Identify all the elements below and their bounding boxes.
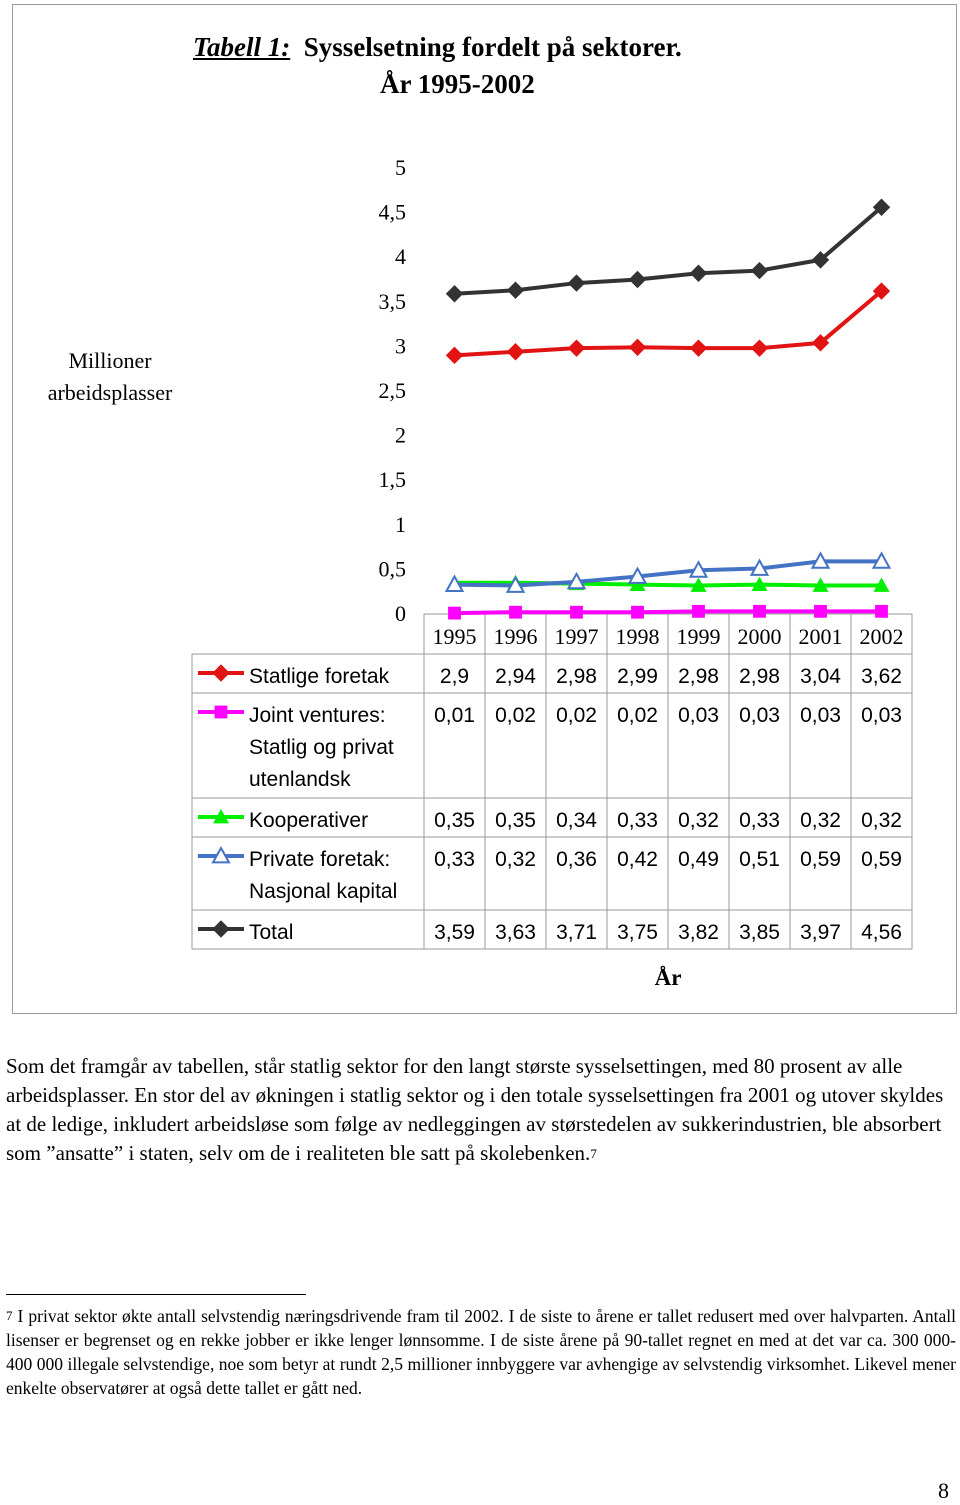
x-tick-label: 2002	[859, 624, 904, 649]
diamond-marker	[508, 344, 524, 360]
y-tick-label: 4,5	[378, 199, 406, 225]
table-value: 0,02	[617, 704, 658, 727]
diamond-marker	[508, 282, 524, 298]
table-value: 3,62	[861, 665, 902, 688]
diamond-marker	[630, 272, 646, 288]
y-tick-label: 3	[395, 333, 406, 359]
table-value: 0,51	[739, 848, 780, 871]
y-tick-label: 1	[395, 511, 406, 537]
legend-entry-label: Total	[249, 921, 294, 944]
table-value: 3,85	[739, 921, 780, 944]
table-value: 2,98	[556, 665, 597, 688]
x-tick-label: 2000	[737, 624, 782, 649]
x-axis-label: År	[654, 965, 682, 990]
table-value: 3,63	[495, 921, 536, 944]
square-marker	[753, 605, 766, 618]
table-value: 0,02	[495, 704, 536, 727]
square-marker	[875, 605, 888, 618]
y-tick-label: 2	[395, 422, 406, 448]
table-value: 0,59	[861, 848, 902, 871]
table-value: 0,33	[434, 848, 475, 871]
table-value: 0,02	[556, 704, 597, 727]
table-value: 0,01	[434, 704, 475, 727]
x-tick-label: 1998	[615, 624, 660, 649]
y-tick-label: 3,5	[378, 288, 406, 314]
x-tick-label: 1996	[493, 624, 538, 649]
table-value: 3,75	[617, 921, 658, 944]
table-value: 0,34	[556, 809, 597, 832]
legend-entry-label: Statlige foretak	[249, 665, 390, 688]
table-value: 0,03	[678, 704, 719, 727]
table-value: 0,03	[739, 704, 780, 727]
diamond-marker	[752, 340, 768, 356]
body-text: Som det framgår av tabellen, står statlig sektor for den langt største sysselsettingen, med 80 prosent av alle arbeidsplasser. En stor del av økningen i statlig sektor og i den totale sysselsettingen fra 2001 og utover skyldes at de ledige, inkludert arbeidsløse som følge av nedleggingen av størstedelen av sukkerindustrien, ble absorbert som ”ansatte” i staten, selv om de i realiteten ble satt på skolebenken.	[6, 1054, 944, 1165]
table-value: 2,98	[678, 665, 719, 688]
page-number: 8	[938, 1478, 949, 1503]
table-value: 0,59	[800, 848, 841, 871]
x-tick-label: 1995	[432, 624, 477, 649]
table-value: 2,94	[495, 665, 536, 688]
diamond-marker	[569, 340, 585, 356]
table-value: 0,49	[678, 848, 719, 871]
legend-entry-label: Private foretak:	[249, 848, 391, 871]
table-value: 3,04	[800, 665, 841, 688]
square-marker	[692, 605, 705, 618]
legend-entry-label: Nasjonal kapital	[249, 880, 398, 903]
table-value: 0,32	[495, 848, 536, 871]
y-tick-label: 0	[395, 601, 406, 626]
table-value: 0,42	[617, 848, 658, 871]
footnote-number: 7	[6, 1308, 13, 1323]
title-text: Sysselsetning fordelt på sektorer.	[303, 32, 682, 62]
y-axis-label-line: Millioner	[68, 348, 152, 373]
y-axis-label-line: arbeidsplasser	[47, 380, 173, 405]
table-value: 2,98	[739, 665, 780, 688]
diamond-marker	[691, 265, 707, 281]
footnote-separator	[6, 1294, 306, 1295]
y-tick-label: 2,5	[378, 378, 406, 403]
legend-entry-label: utenlandsk	[249, 768, 351, 791]
table-value: 0,32	[678, 809, 719, 832]
y-tick-label: 4	[395, 244, 406, 270]
square-marker	[814, 605, 827, 618]
table-label: Tabell 1:	[193, 32, 291, 62]
y-tick-label: 1,5	[378, 467, 406, 493]
table-value: 4,56	[861, 921, 902, 944]
x-tick-label: 2001	[798, 624, 843, 649]
table-value: 2,9	[439, 665, 470, 688]
diamond-marker	[447, 286, 463, 302]
table-value: 0,33	[739, 809, 780, 832]
table-value: 0,35	[495, 809, 536, 832]
y-tick-label: 0,5	[378, 556, 406, 582]
square-marker	[509, 606, 522, 619]
series-line	[455, 207, 882, 294]
footnote-text: I privat sektor økte antall selvstendig næringsdrivende fram til 2002. I de siste to årene er tallet redusert med over halvparten. Antall lisenser er begrenset og en rekke jobber er ikke lenger lønnsomme. I de siste årene på 90-tallet regnet en med at det var ca. 300 000-400 000 illegale selvstendige, noe som betyr at rundt 2,5 millioner innbyggere var avhengige av selvstendig virksomhet. Likevel mener enkelte observatører at også dette tallet er gått ned.	[6, 1306, 956, 1398]
diamond-marker	[752, 263, 768, 279]
diamond-marker	[213, 665, 229, 681]
table-value: 3,59	[434, 921, 475, 944]
square-marker	[215, 706, 228, 719]
table-value: 0,32	[861, 809, 902, 832]
table-value: 3,71	[556, 921, 597, 944]
y-tick-label: 5	[395, 155, 406, 180]
legend-entry-label: Statlig og privat	[249, 736, 394, 759]
table-value: 0,03	[861, 704, 902, 727]
diamond-marker	[630, 339, 646, 355]
diamond-marker	[447, 347, 463, 363]
square-marker	[631, 606, 644, 619]
table-value: 0,33	[617, 809, 658, 832]
table-value: 2,99	[617, 665, 658, 688]
footnote-reference: 7	[590, 1146, 597, 1161]
x-tick-label: 1997	[554, 624, 599, 649]
table-value: 3,97	[800, 921, 841, 944]
table-value: 0,03	[800, 704, 841, 727]
table-value: 0,32	[800, 809, 841, 832]
square-marker	[570, 606, 583, 619]
footnote	[6, 1304, 956, 1400]
series-5	[447, 199, 890, 302]
chart-subtitle: År 1995-2002	[380, 69, 535, 99]
x-tick-label: 1999	[676, 624, 721, 649]
table-value: 0,35	[434, 809, 475, 832]
table-value: 0,36	[556, 848, 597, 871]
body-paragraph	[6, 1052, 952, 1168]
legend-entry-label: Kooperativer	[249, 809, 369, 832]
table-value: 3,82	[678, 921, 719, 944]
square-marker	[448, 607, 461, 620]
diamond-marker	[691, 340, 707, 356]
legend-entry-label: Joint ventures:	[249, 704, 386, 727]
diamond-marker	[213, 921, 229, 937]
diamond-marker	[569, 275, 585, 291]
